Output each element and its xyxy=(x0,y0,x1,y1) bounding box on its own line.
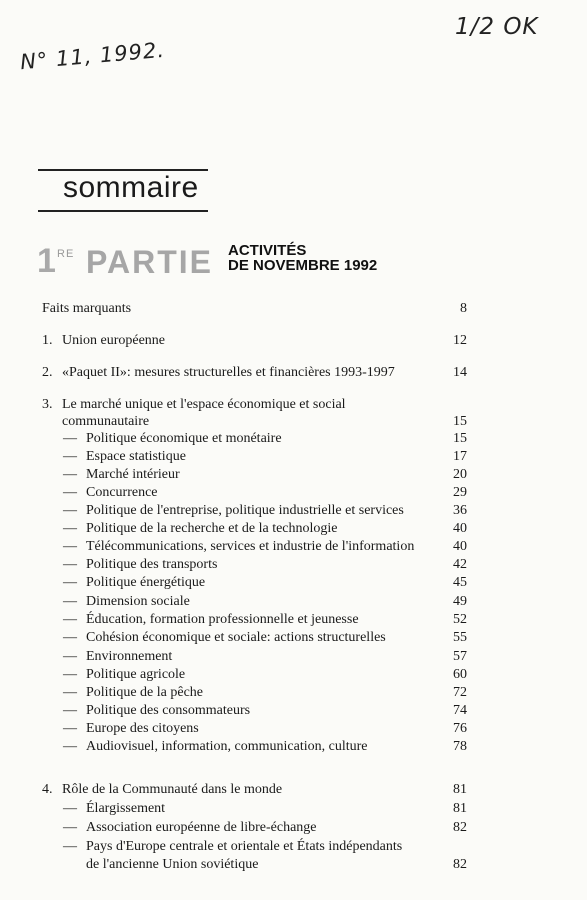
dash: — xyxy=(63,431,77,446)
dash: — xyxy=(63,449,77,464)
toc-text: Dimension sociale xyxy=(86,594,190,609)
dash: — xyxy=(63,612,77,627)
toc-text: Politique agricole xyxy=(86,667,186,682)
toc-page: 82 xyxy=(453,820,467,835)
toc-page: 82 xyxy=(453,857,467,872)
part-title xyxy=(228,243,377,273)
toc-page: 42 xyxy=(453,557,467,572)
toc-page: 81 xyxy=(453,782,467,797)
toc-page: 40 xyxy=(453,521,467,536)
toc-text: Pays d'Europe centrale et orientale et États indépendants xyxy=(86,839,403,854)
dash: — xyxy=(63,521,77,536)
toc-page: 15 xyxy=(453,431,467,446)
toc-text: Concurrence xyxy=(86,485,158,500)
toc-page: 20 xyxy=(453,467,467,482)
toc-text: Élargissement xyxy=(86,801,166,816)
heading-rule-bottom xyxy=(38,210,208,212)
toc-page: 76 xyxy=(453,721,467,736)
dash: — xyxy=(63,739,77,754)
toc-page: 36 xyxy=(453,503,467,518)
toc-section-number: 2. xyxy=(42,365,53,380)
toc-page: 52 xyxy=(453,612,467,627)
part-title-line2: DE NOVEMBRE 1992 xyxy=(228,257,378,274)
dash: — xyxy=(63,820,77,835)
toc-text: Marché intérieur xyxy=(86,467,180,482)
toc-text: Politique économique et monétaire xyxy=(86,431,282,446)
toc-text: Télécommunications, services et industrie de l'information xyxy=(86,539,415,554)
page-title: sommaire xyxy=(63,171,199,204)
toc-text: Politique des consommateurs xyxy=(86,703,251,718)
handwritten-issue-note: N° 11, 1992. xyxy=(19,37,166,75)
toc-text: Politique des transports xyxy=(86,557,218,572)
part-number: 1 xyxy=(37,242,56,280)
toc-page: 14 xyxy=(453,365,467,380)
toc-page: 8 xyxy=(460,301,467,316)
toc-page: 49 xyxy=(453,594,467,609)
toc-page: 15 xyxy=(453,414,467,429)
handwritten-ok-note: 1/2 OK xyxy=(455,14,539,40)
toc-page: 17 xyxy=(453,449,467,464)
toc-page: 40 xyxy=(453,539,467,554)
toc-page: 74 xyxy=(453,703,467,718)
toc-text: Audiovisuel, information, communication, culture xyxy=(86,739,368,754)
dash: — xyxy=(63,630,77,645)
dash: — xyxy=(63,557,77,572)
dash: — xyxy=(63,594,77,609)
toc-text: Le marché unique et l'espace économique et social xyxy=(62,397,346,412)
toc-text: de l'ancienne Union soviétique xyxy=(86,857,259,872)
toc-text: «Paquet II»: mesures structurelles et financières 1993-1997 xyxy=(62,365,395,380)
part-superscript: RE xyxy=(57,248,75,260)
toc-section-number: 1. xyxy=(42,333,53,348)
toc-text: Politique de la recherche et de la technologie xyxy=(86,521,338,536)
toc-text: Cohésion économique et sociale: actions structurelles xyxy=(86,630,386,645)
dash: — xyxy=(63,667,77,682)
toc-text: Politique de la pêche xyxy=(86,685,204,700)
dash: — xyxy=(63,839,77,854)
toc-page: 60 xyxy=(453,667,467,682)
dash: — xyxy=(63,703,77,718)
toc-text: Rôle de la Communauté dans le monde xyxy=(62,782,283,797)
toc-text: Politique de l'entreprise, politique industrielle et services xyxy=(86,503,404,518)
part-title-line1: ACTIVITÉS xyxy=(228,242,307,259)
toc-text: Europe des citoyens xyxy=(86,721,199,736)
toc-page: 12 xyxy=(453,333,467,348)
dash: — xyxy=(63,539,77,554)
toc-text: Éducation, formation professionnelle et jeunesse xyxy=(86,612,359,627)
dash: — xyxy=(63,801,77,816)
dash: — xyxy=(63,721,77,736)
toc-page: 45 xyxy=(453,575,467,590)
dash: — xyxy=(63,575,77,590)
part-word: PARTIE xyxy=(86,244,213,280)
toc-page: 57 xyxy=(453,649,467,664)
toc-text: Union européenne xyxy=(62,333,166,348)
toc-page: 55 xyxy=(453,630,467,645)
dash: — xyxy=(63,467,77,482)
toc-text: Politique énergétique xyxy=(86,575,206,590)
toc-page: 81 xyxy=(453,801,467,816)
toc-text: Environnement xyxy=(86,649,173,664)
toc-text: Association européenne de libre-échange xyxy=(86,820,317,835)
toc-text: communautaire xyxy=(62,414,150,429)
toc-text: Espace statistique xyxy=(86,449,186,464)
dash: — xyxy=(63,503,77,518)
toc-page: 78 xyxy=(453,739,467,754)
toc-page: 72 xyxy=(453,685,467,700)
toc-section-number: 4. xyxy=(42,782,53,797)
dash: — xyxy=(63,685,77,700)
dash: — xyxy=(63,485,77,500)
dash: — xyxy=(63,649,77,664)
toc-text: Faits marquants xyxy=(42,301,132,316)
toc-page: 29 xyxy=(453,485,467,500)
toc-section-number: 3. xyxy=(42,397,53,412)
